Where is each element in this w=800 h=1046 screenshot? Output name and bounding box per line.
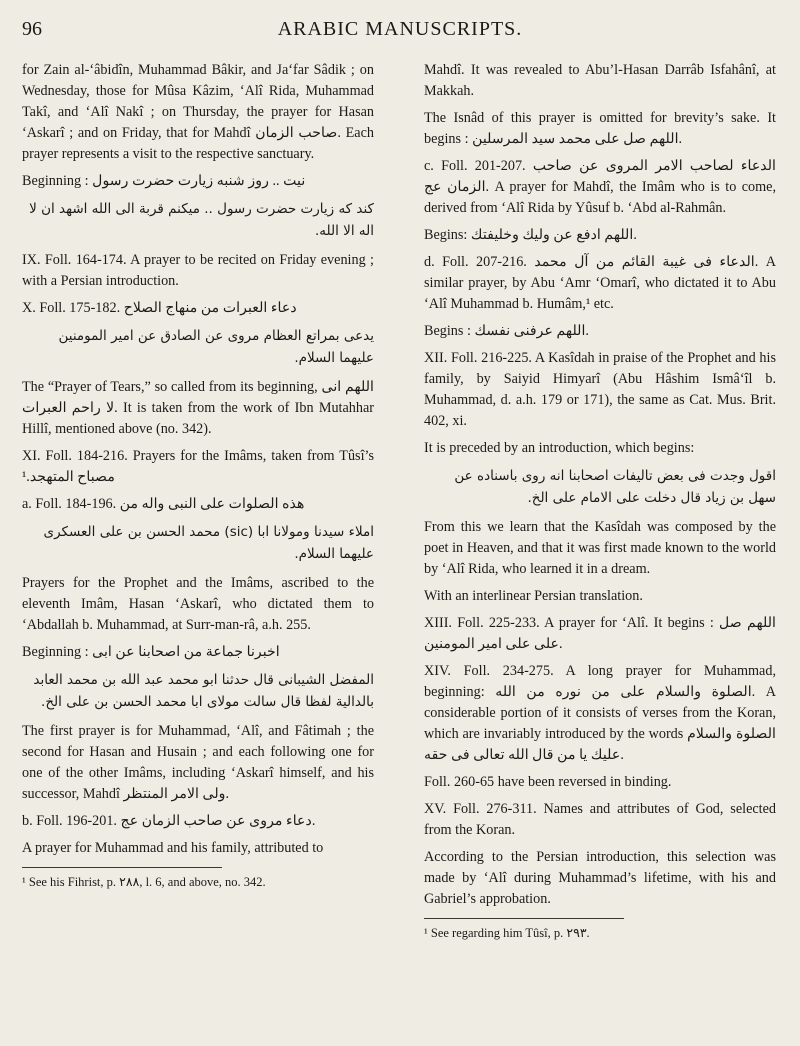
paragraph: From this we learn that the Kasîdah was composed by the poet in Heaven, and that it was first made known to the world by ‘Alî Rida, who learned it in a dream. [424, 519, 776, 577]
subsection-heading: c. Foll. 201-207. الدعاء لصاحب الامر المروى عن صاحب الزمان عج. A prayer for Mahdî, the Imâm who is to come, derived from ‘Alî Rida by Yûsuf b. ‘Abd al-Rahmân. [424, 158, 777, 216]
arabic-quote: المفضل الشيبانى قال حدثنا ابو محمد عبد الله بن محمد العابد بالدالية لفظا قال سالت مولاى ابا محمد الحسن بن على الخ. [33, 672, 374, 710]
paragraph: The first prayer is for Muhammad, ‘Alî, and Fâtimah ; the second for Hasan and Husain ; and each following one for one of the other Imâms, including ‘Askarî himself, and his successor, Mahdî ولى الامر المنتظر. [22, 723, 374, 802]
subsection-heading: a. Foll. 184-196. هذه الصلوات على النبى واله من [22, 496, 305, 512]
right-column [424, 60, 776, 944]
paragraph: Beginning : اخبرنا جماعة من اصحابنا عن ابى [22, 644, 280, 660]
footnote: ¹ See regarding him Tûsî, p. ٢٩٣. [424, 926, 590, 940]
section-heading: IX. Foll. 164-174. A prayer to be recited on Friday evening ; with a Persian introduction. [22, 252, 374, 289]
section-heading: XV. Foll. 276-311. Names and attributes of God, selected from the Koran. [424, 801, 776, 838]
paragraph: Begins: اللهم ادفع عن وليك وخليفتك. [424, 227, 637, 243]
paragraph: The “Prayer of Tears,” so called from its beginning, اللهم انى لا راحم العبرات. It is taken from the work of Ibn Mutahhar Hillî, mentioned above (no. 342). [22, 379, 374, 437]
paragraph: It is preceded by an introduction, which begins: [424, 440, 695, 456]
paragraph: for Zain al-‘âbidîn, Muhammad Bâkir, and Ja‘far Sâdik ; on Wednesday, those for Mûsa Kâzim, ‘Alî Rida, Muhammad Takî, and ‘Alî Nakî ; on Thursday, the prayer for Hasan ‘Askarî ; and on Friday, that for Mahdî صاحب الزمان. Each prayer represents a visit to the respective sanctuary. [22, 62, 374, 162]
paragraph: According to the Persian introduction, this selection was made by ‘Alî during Muhammad’s lifetime, with his and Gabriel’s approbation. [424, 849, 776, 907]
arabic-quote: كند كه زيارت حضرت رسول .. ميكنم قربة الى الله اشهد ان لا اله الا الله. [29, 201, 374, 239]
section-heading: XIV. Foll. 234-275. A long prayer for Muhammad, beginning: الصلوة والسلام على من نوره من الله. A considerable portion of it consists of verses from the Koran, which are invariably introduced by the words الصلوة والسلام عليك يا من قال الله تعالى فى حقه. [424, 663, 777, 763]
paragraph: Beginning : نيت .. روز شنبه زيارت حضرت رسول [22, 173, 306, 189]
arabic-quote: اقول وجدت فى بعض تاليفات اصحابنا انه روى باسناده عن سهل بن زياد قال دخلت على الامام على الخ. [454, 468, 776, 506]
section-heading: XII. Foll. 216-225. A Kasîdah in praise of the Prophet and his family, by Saiyid Himyarî (Abu Hâshim Ismâ‘îl b. Muhammad, d. a.h. 179 or 171), the same as Cat. Mus. Brit. 402, xi. [424, 350, 776, 429]
paragraph: The Isnâd of this prayer is omitted for brevity’s sake. It begins : اللهم صل على محمد سيد المرسلين. [424, 110, 776, 147]
paragraph: Prayers for the Prophet and the Imâms, ascribed to the eleventh Imâm, Hasan ‘Askarî, who dictated them to ‘Abdallah b. Muhammad, at Surr-man-râ, a.h. 255. [22, 575, 374, 633]
section-heading: XI. Foll. 184-216. Prayers for the Imâms, taken from Tûsî’s مصباح المتهجد.¹ [22, 448, 374, 485]
paragraph: With an interlinear Persian translation. [424, 588, 643, 604]
page-header [22, 14, 778, 42]
page-number: 96 [22, 18, 42, 40]
section-heading: X. Foll. 175-182. دعاء العبرات من منهاج الصلاح [22, 300, 297, 316]
arabic-quote: املاء سيدنا ومولانا ابا (sic) محمد الحسن بن على العسكرى عليهما السلام. [43, 524, 374, 562]
footnote-rule [424, 918, 624, 919]
section-heading: XIII. Foll. 225-233. A prayer for ‘Alî. It begins : اللهم صل على على امير المومنين. [424, 615, 776, 652]
footnote-rule [22, 867, 222, 868]
subsection-heading: b. Foll. 196-201. دعاء مروى عن صاحب الزمان عج. [22, 813, 316, 829]
left-column [22, 60, 374, 893]
paragraph: A prayer for Muhammad and his family, attributed to [22, 840, 324, 856]
subsection-heading: d. Foll. 207-216. الدعاء فى غيبة القائم من آل محمد. A similar prayer, by Abu ‘Amr ‘Omarî, who dictated it to Abu ‘Alî Muhammad b. Humâm,¹ etc. [424, 254, 777, 312]
paragraph: Foll. 260-65 have been reversed in binding. [424, 774, 672, 790]
footnote: ¹ See his Fihrist, p. ٢٨٨, l. 6, and above, no. 342. [22, 875, 266, 889]
arabic-quote: يدعى بمراتع العظام مروى عن الصادق عن امير المومنين عليهما السلام. [58, 328, 374, 366]
paragraph: Mahdî. It was revealed to Abu’l-Hasan Darrâb Isfahânî, at Makkah. [424, 62, 776, 99]
running-title: ARABIC MANUSCRIPTS. [277, 18, 523, 40]
paragraph: Begins : اللهم عرفنى نفسك. [424, 323, 589, 339]
